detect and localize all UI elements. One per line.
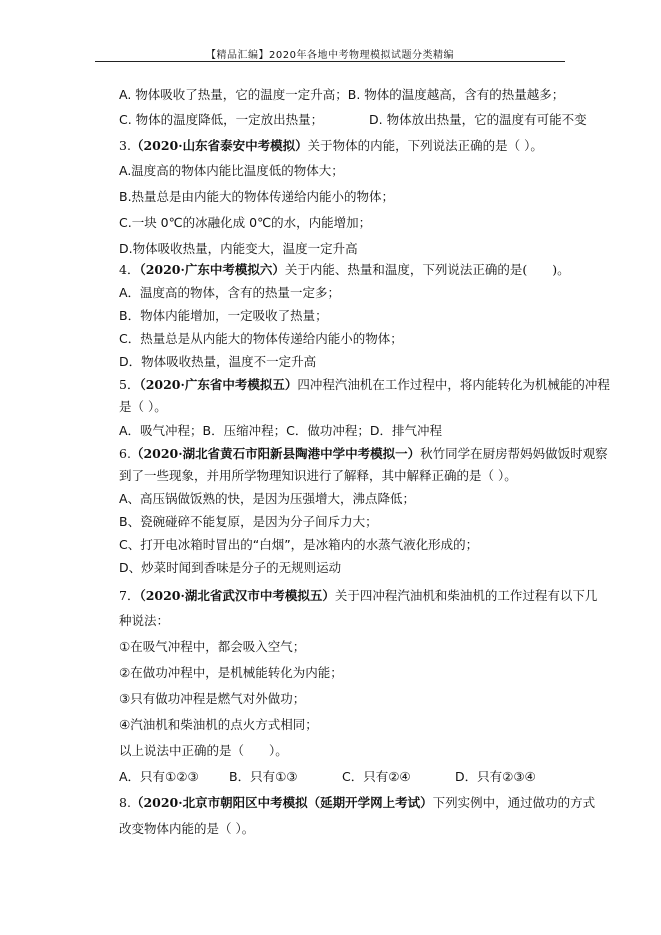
question-4-text: 关于内能、热量和温度，下列说法正确的是( )。 (284, 262, 570, 277)
header-rule (95, 61, 565, 62)
question-7-statement-3: ③只有做功冲程是燃气对外做功； (119, 691, 306, 706)
question-5-stem (119, 377, 610, 393)
question-3-stem (119, 138, 543, 154)
page-header: 【精品汇编】2020年各地中考物理模拟试题分类精编 (206, 50, 454, 61)
question-6-stem (119, 446, 608, 462)
question-6-option-c: C、打开电冰箱时冒出的“白烟”，是冰箱内的水蒸气液化形成的； (119, 537, 479, 552)
question-8-stem (119, 795, 595, 811)
question-6-option-a: A、高压锅做饭熟的快，是因为压强增大，沸点降低； (119, 491, 416, 506)
question-7-number: 7． (119, 588, 140, 603)
question-3-text: 关于物体的内能，下列说法正确的是（ ）。 (307, 138, 543, 153)
prev-option-ab: A. 物体吸收了热量，它的温度一定升高；B. 物体的温度越高，含有的热量越多； (119, 87, 565, 102)
question-7-option-a: A．只有①②③ (119, 769, 199, 784)
question-5-number: 5． (119, 377, 140, 392)
question-3-option-b: B.热量总是由内能大的物体传递给内能小的物体； (119, 189, 395, 204)
question-6-number: 6. (119, 446, 131, 461)
question-6-option-d: D、炒菜时闻到香味是分子的无规则运动 (119, 560, 342, 575)
question-7-option-c: C．只有②④ (342, 769, 411, 784)
question-6-stem-continued: 到了一些现象，并用所学物理知识进行了解释，其中解释正确的是（ ）。 (119, 468, 517, 483)
question-8-stem-continued: 改变物体内能的是（ ）。 (119, 821, 255, 836)
question-4-source: （2020·广东中考模拟六） (139, 262, 285, 277)
question-4-option-c: C．热量总是从内能大的物体传递给内能小的物体； (119, 331, 403, 346)
question-7-statement-2: ②在做功冲程中，是机械能转化为内能； (119, 665, 343, 680)
question-4-option-a: A．温度高的物体，含有的热量一定多； (119, 285, 341, 300)
question-7-stem-continued: 种说法： (119, 613, 170, 628)
question-7-option-d: D．只有②③④ (455, 769, 536, 784)
question-6-text: 秋竹同学在厨房帮妈妈做饭时观察 (420, 446, 608, 461)
question-4-option-b: B．物体内能增加，一定吸收了热量； (119, 308, 328, 323)
question-4-number: 4． (119, 262, 140, 277)
question-3-option-d: D.物体吸收热量，内能变大，温度一定升高 (119, 241, 358, 256)
question-8-number: 8. (119, 795, 131, 810)
question-6-option-b: B、瓷碗碰碎不能复原，是因为分子间斥力大； (119, 514, 378, 529)
question-3-number: 3. (119, 138, 131, 153)
question-8-text: 下列实例中，通过做功的方式 (432, 795, 596, 810)
question-7-stem (119, 588, 597, 604)
question-5-source: （2020·广东省中考模拟五） (139, 377, 298, 392)
question-7-prompt: 以上说法中正确的是（ ）。 (119, 743, 288, 758)
question-5-text: 四冲程汽油机在工作过程中，将内能转化为机械能的冲程 (297, 377, 610, 392)
question-6-source: （2020·湖北省黄石市阳新县陶港中学中考模拟一） (130, 446, 421, 461)
question-4-option-d: D．物体吸收热量，温度不一定升高 (119, 354, 317, 369)
question-3-option-c: C.一块 0℃的冰融化成 0℃的水，内能增加； (119, 215, 372, 230)
question-5-stem-continued: 是（ ）。 (119, 399, 167, 414)
prev-option-cd-row (119, 112, 587, 128)
question-4-stem (119, 262, 570, 278)
question-7-statement-4: ④汽油机和柴油机的点火方式相同； (119, 717, 318, 732)
question-5-options: A．吸气冲程；B．压缩冲程；C．做功冲程；D．排气冲程 (119, 423, 442, 438)
question-7-statement-1: ①在吸气冲程中，都会吸入空气； (119, 639, 306, 654)
question-7-text: 关于四冲程汽油机和柴油机的工作过程有以下几 (334, 588, 598, 603)
prev-option-c: C. 物体的温度降低，一定放出热量； (119, 112, 324, 127)
question-7-option-b: B．只有①③ (229, 769, 298, 784)
question-3-source: （2020·山东省泰安中考模拟） (130, 138, 308, 153)
question-8-source: （2020·北京市朝阳区中考模拟（延期开学网上考试） (130, 795, 433, 810)
prev-option-d: D. 物体放出热量，它的温度有可能不变 (369, 112, 587, 127)
question-7-source: （2020·湖北省武汉市中考模拟五） (139, 588, 335, 603)
question-3-option-a: A.温度高的物体内能比温度低的物体大； (119, 163, 344, 178)
question-7-options-row (119, 769, 569, 785)
